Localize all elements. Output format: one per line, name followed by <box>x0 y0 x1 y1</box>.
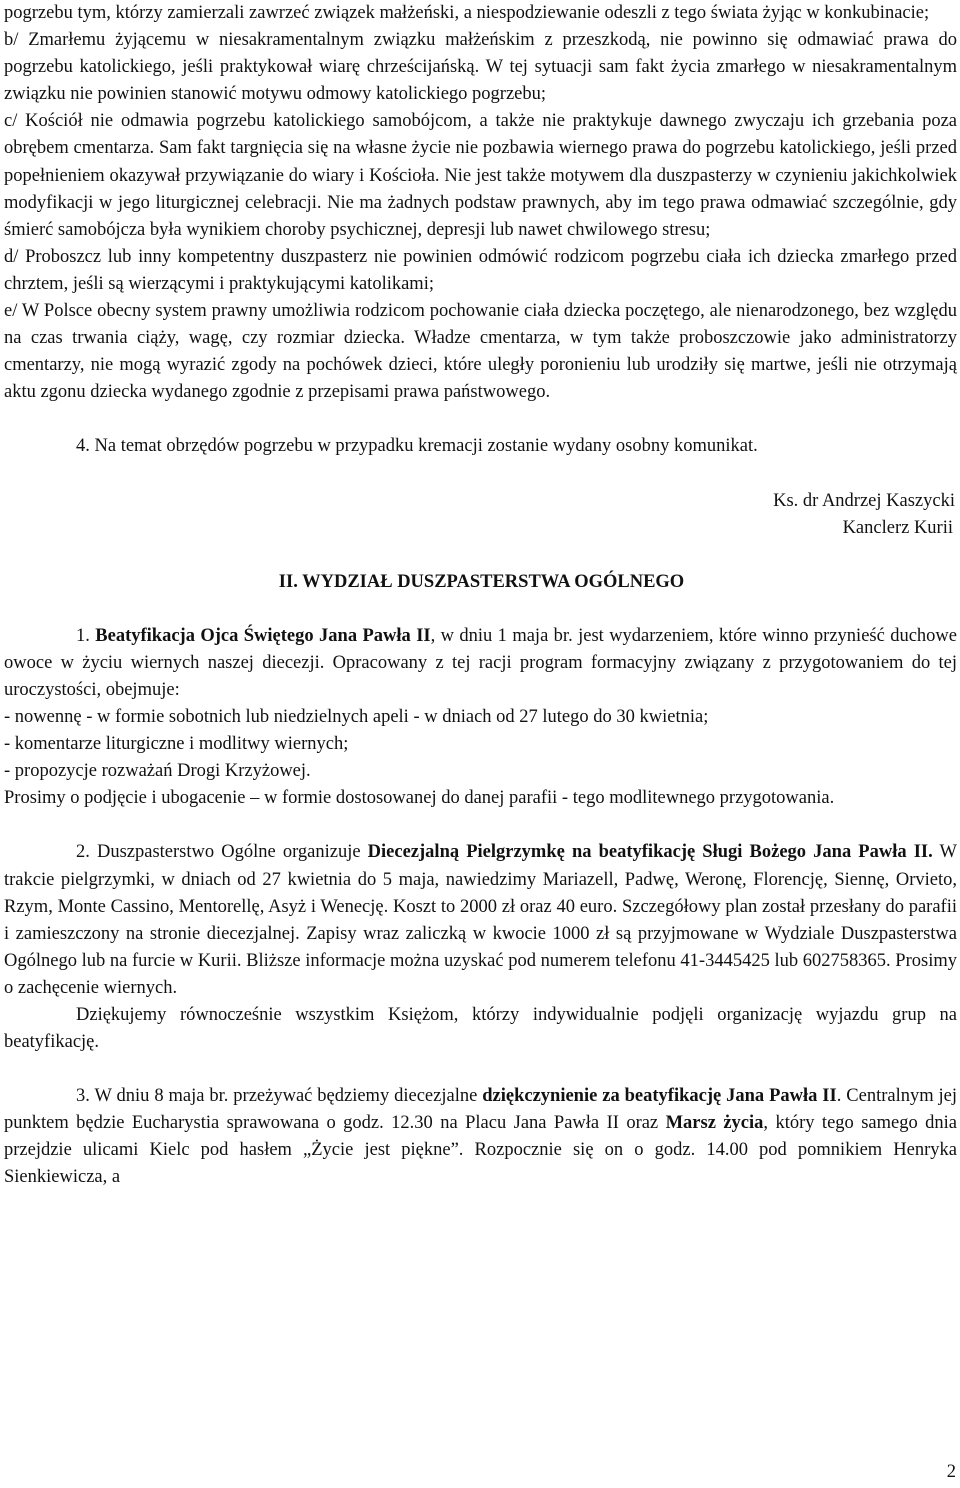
spacer <box>4 542 957 569</box>
item-3-mid: . Centralnym jej punktem będzie Eucharystia sprawowana o godz. 12.30 na Placu Jana Pawła II oraz <box>4 1086 958 1134</box>
spacer <box>4 406 957 433</box>
item-2-paragraph <box>4 839 957 1002</box>
item-1-text: , w dniu 1 maja br. jest wydarzeniem, które winno przynieść duchowe owoce w życiu wiernych naszej diecezji. Opracowany z tej racji program formacyjny związany z przygotowaniem do tej uroczystości, obejmuje: <box>4 625 958 700</box>
item-2-bold: Diecezjalną Pielgrzymkę na beatyfikację Sługi Bożego Jana Pawła II. <box>367 842 933 863</box>
item-3-post: , który tego samego dnia przejdzie ulicami Kielc pod hasłem „Życie jest piękne”. Rozpocznie się on o godz. 14.00 pod pomnikiem Henryka Sienkiewicza, a <box>4 1113 957 1188</box>
list-item: - propozycje rozważań Drogi Krzyżowej. <box>4 761 311 782</box>
item-1-paragraph <box>4 623 957 704</box>
spacer <box>4 596 957 623</box>
item-3-pre: 3. W dniu 8 maja br. przeżywać będziemy diecezjalne <box>76 1086 483 1107</box>
item-1-number: 1. <box>76 625 90 646</box>
spacer <box>4 461 957 488</box>
signature-title: Kanclerz Kurii <box>842 517 953 538</box>
item-1-bold-title: Beatyfikacja Ojca Świętego Jana Pawła II <box>95 625 431 646</box>
item-4-paragraph: 4. Na temat obrzędów pogrzebu w przypadku kremacji zostanie wydany osobny komunikat. <box>76 436 758 457</box>
page-number: 2 <box>946 1461 956 1482</box>
list-item: - komentarze liturgiczne i modlitwy wiernych; <box>4 734 349 755</box>
item-2-thanks: Dziękujemy równocześnie wszystkim Księżom, którzy indywidualnie podjęli organizację wyjazdu grup na beatyfikację. <box>4 1005 957 1053</box>
item-3-bold-1: dziękczynienie za beatyfikację Jana Pawła II <box>482 1086 837 1107</box>
list-item: - nowennę - w formie sobotnich lub niedzielnych apeli - w dniach od 27 lutego do 30 kwietnia; <box>4 707 709 728</box>
spacer <box>4 1056 957 1083</box>
signature-block <box>4 488 957 542</box>
item-1-closing: Prosimy o podjęcie i ubogacenie – w formie dostosowanej do danej parafii - tego modlitewnego przygotowania. <box>4 788 835 809</box>
paragraph-d: d/ Proboszcz lub inny kompetentny duszpasterz nie powinien odmówić rodzicom pogrzebu ciała ich dziecka zmarłego przed chrztem, jeśli są wierzącymi i praktykującymi katolikami; <box>4 246 957 294</box>
signature-name: Ks. dr Andrzej Kaszycki <box>773 490 955 511</box>
item-2-pre: 2. Duszpasterstwo Ogólne organizuje <box>76 842 368 863</box>
item-3-bold-2: Marsz życia <box>665 1113 764 1134</box>
paragraph-a-continuation: pogrzebu tym, którzy zamierzali zawrzeć związek małżeński, a niespodziewanie odeszli z tego świata żyjąc w konkubinacie; <box>4 3 930 23</box>
item-2-text: W trakcie pielgrzymki, w dniach od 27 kwietnia do 5 maja, nawiedzimy Mariazell, Padwę, Weronę, Florencję, Siennę, Orvieto, Rzym, Monte Cassino, Mentorellę, Asyż i Wenecję. Koszt to 2000 zł oraz 40 euro. Szczegółowy plan został przesłany do parafii i zamieszczony na stronie diecezjalnej. Zapisy wraz zaliczką w kwocie 1000 zł są przyjmowane w Wydziale Duszpasterstwa Ogólnego lub na furcie w Kurii. Bliższe informacje można uzyskać pod numerem telefonu 41-3445425 lub 602758365. Prosimy o zachęcenie wiernych. <box>4 842 957 998</box>
paragraph-e: e/ W Polsce obecny system prawny umożliwia rodzicom pochowanie ciała dziecka poczętego, ale nienarodzonego, bez względu na czas trwania ciąży, wagę, czy rozmiar dziecka. Władze cmentarza, w tym także proboszczowie jako administratorzy cmentarzy, nie mogą wyrazić zgody na pochówek dzieci, które uległy poronieniu lub urodziły się martwe, jeśli nie otrzymają aktu zgonu dziecka wydanego zgodnie z przepisami prawa państwowego. <box>4 301 957 403</box>
paragraph-c: c/ Kościół nie odmawia pogrzebu katolickiego samobójcom, a także nie praktykuje dawnego zwyczaju ich grzebania poza obrębem cmentarza. Sam fakt targnięcia się na własne życie nie pozbawia wiernego prawa do pogrzebu katolickiego, jeśli przed popełnieniem okazywał przywiązanie do wiary i Kościoła. Nie jest także motywem dla duszpasterzy w czynieniu jakichkolwiek modyfikacji w jego liturgicznej celebracji. Nie ma żadnych podstaw prawnych, aby im tego prawa odmawiać szczególnie, gdy śmierć samobójcza była wynikiem choroby psychicznej, depresji lub nawet chwilowego stresu; <box>4 111 957 240</box>
item-3-paragraph <box>4 1083 957 1191</box>
spacer <box>4 812 957 839</box>
section-heading: II. WYDZIAŁ DUSZPASTERSTWA OGÓLNEGO <box>278 571 685 592</box>
paragraph-b: b/ Zmarłemu żyjącemu w niesakramentalnym związku małżeńskim z przeszkodą, nie powinno się odmawiać prawa do pogrzebu katolickiego, jeśli praktykował wiarę chrześcijańską. W tej sytuacji sam fakt życia zmarłego w niesakramentalnym związku nie powinien stanowić motywu odmowy katolickiego pogrzebu; <box>4 30 957 105</box>
